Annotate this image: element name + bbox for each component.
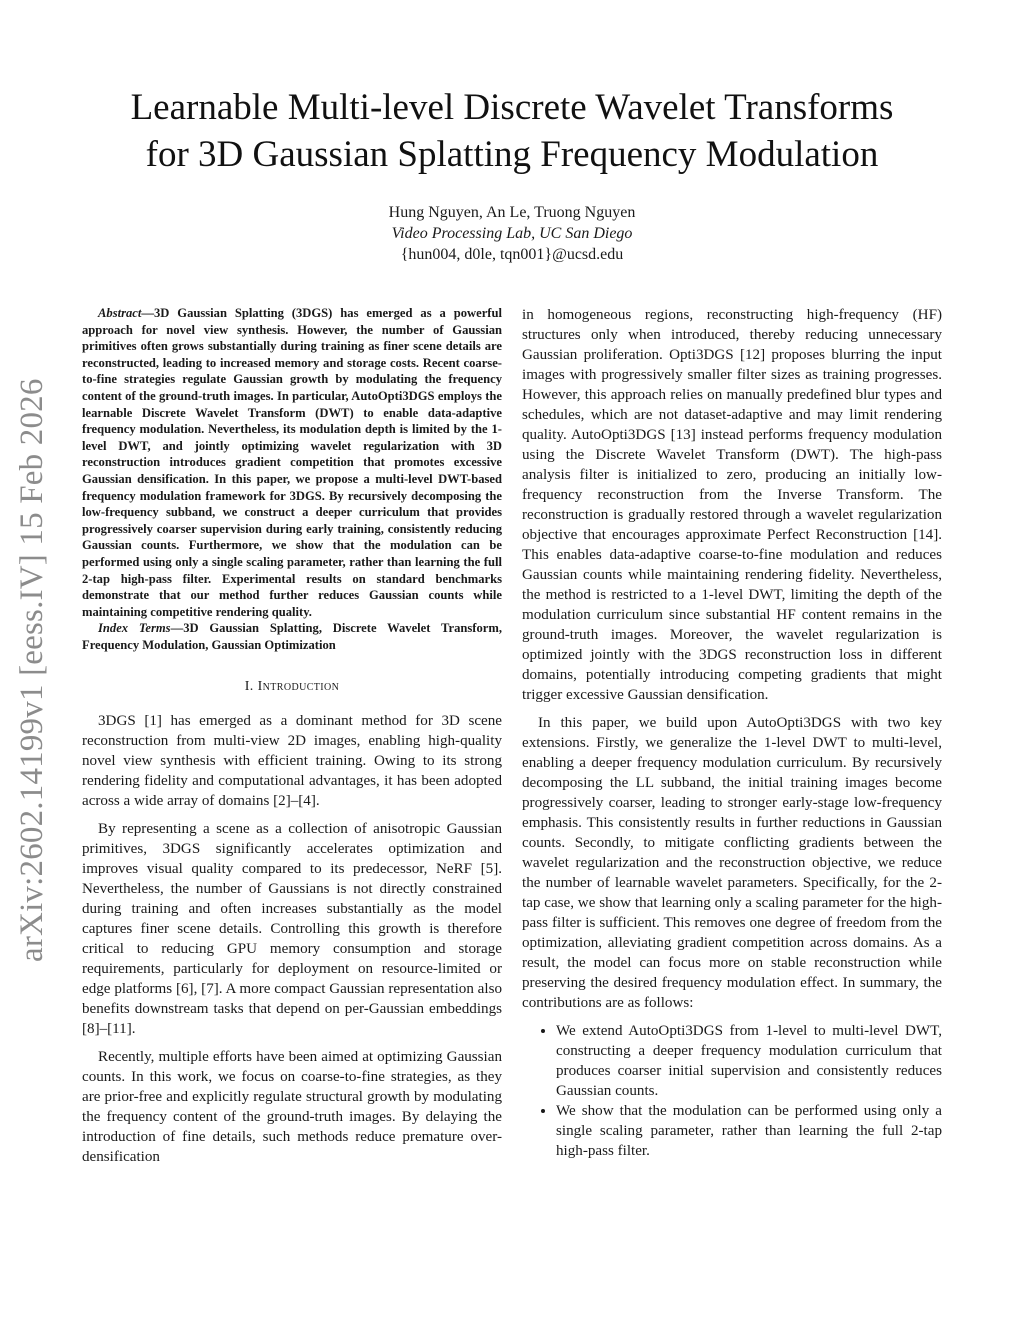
arxiv-side-stamp: arXiv:2602.14199v1 [eess.IV] 15 Feb 2026 [14,378,50,962]
index-terms-label: Index Terms [98,621,171,636]
index-terms-text: —3D Gaussian Splatting, Discrete Wavelet Transform, Frequency Modulation, Gaussian Optimization [82,621,502,652]
abstract-text: —3D Gaussian Splatting (3DGS) has emerged as a powerful approach for novel view synthesis. However, the number of Gaussian primitives often grows substantially during training as finer scene details are reconstructed, leading to increased memory and storage costs. Recent coarse-to-fine strategies regulate Gaussian growth by modulating the frequency content of the ground-truth images. In particular, AutoOpti3DGS employs the learnable Discrete Wavelet Transform (DWT) to enable data-adaptive frequency modulation. Nevertheless, its modulation depth is limited by the 1-level DWT, and jointly optimizing wavelet regularization with 3D reconstruction introduces gradient competition that promotes excessive Gaussian densification. In this paper, we propose a multi-level DWT-based frequency modulation framework for 3DGS. By recursively decomposing the low-frequency subband, we construct a deeper curriculum that provides progressively coarser supervision during early training, consistently reducing Gaussian counts. Furthermore, we show that the modulation can be performed using only a single scaling parameter, rather than learning the full 2-tap high-pass filter. Experimental results on standard benchmarks demonstrate that our method further reduces Gaussian counts while maintaining competitive rendering quality. [82,306,502,619]
author-affiliation: Video Processing Lab, UC San Diego [391,225,633,242]
list-item: • We extend AutoOpti3DGS from 1-level to multi-level DWT, constructing a deeper frequency modulation curriculum that produces coarser initial supervision and consistently reduces Gaussian counts. [556,1021,942,1101]
author-email: {hun004, d0le, tqn001}@ucsd.edu [400,246,624,263]
title-line-1: Learnable Multi-level Discrete Wavelet Transforms [130,87,894,128]
section-heading-introduction [82,677,502,697]
intro-paragraph-continuation: in homogeneous regions, reconstructing high-frequency (HF) structures only when introduced, thereby reducing unnecessary Gaussian proliferation. Opti3DGS [12] proposes blurring the input images with progressively smaller filter sizes as training progresses. However, this approach relies on manually predefined blur types and schedules, which are not dataset-adaptive and may limit rendering quality. AutoOpti3DGS [13] instead performs frequency modulation using the Discrete Wavelet Transform (DWT). The high-pass analysis filter is initialized to zero, producing an initially low-frequency reconstruction from the Inverse Transform. The reconstruction is gradually restored through a wavelet regularization objective that encourages approximate Perfect Reconstruction [14]. This enables data-adaptive coarse-to-fine modulation and reduces Gaussian counts while maintaining rendering fidelity. Nevertheless, the method is restricted to a 1-level DWT, limiting the depth of the modulation curriculum since substantial HF content remains in the ground-truth images. Moreover, the wavelet regularization is optimized jointly with the 3DGS reconstruction loss in different domains, potentially introducing competing gradients that might trigger excessive Gaussian densification. [522,307,942,703]
index-terms [82,620,502,653]
contribution-list [522,1021,942,1161]
title-line-2: for 3D Gaussian Splatting Frequency Modulation [145,134,879,175]
author-block [0,202,1024,265]
right-column [522,305,942,1161]
abstract-label: Abstract [98,306,142,320]
paper-title [0,84,1024,178]
intro-paragraph-4: In this paper, we build upon AutoOpti3DGS with two key extensions. Firstly, we generalize the 1-level DWT to multi-level, enabling a deeper frequency modulation curriculum. By recursively decomposing the LL subband, the initial training images become progressively coarser, leading to stronger early-stage low-frequency emphasis. This consistently results in further reductions in Gaussian counts. Secondly, to mitigate conflicting gradients between the wavelet regularization and the reconstruction objective, we reduce the number of learnable wavelet parameters. Specifically, for the 2-tap case, we show that learning only a scaling parameter for the high-pass filter is sufficient. This removes one degree of freedom from the optimization, alleviating gradient competition across domains. As a result, the model can focus more on stable reconstruction while preserving the desired frequency modulation effect. In summary, the contributions are as follows: [522,715,942,1011]
abstract [82,305,502,620]
list-item: • We show that the modulation can be performed using only a single scaling parameter, rather than learning the full 2-tap high-pass filter. [556,1101,942,1161]
author-names: Hung Nguyen, An Le, Truong Nguyen [388,204,636,221]
section-numeral: I. [244,679,258,695]
intro-paragraph-1: 3DGS [1] has emerged as a dominant method for 3D scene reconstruction from multi-view 2D images, enabling high-quality novel view synthesis with efficient training. Owing to its strong rendering fidelity and computational advantages, it has been adopted across a wide array of domains [2]–[4]. [82,713,502,810]
left-column [82,305,502,1175]
intro-paragraph-3: Recently, multiple efforts have been aimed at optimizing Gaussian counts. In this work, we focus on coarse-to-fine strategies, as they are prior-free and explicitly regulate structural growth by modulating the frequency content of the ground-truth images. By delaying the introduction of fine details, such methods reduce premature over-densification [82,1049,502,1166]
section-name: Introduction [257,679,340,695]
intro-paragraph-2: By representing a scene as a collection of anisotropic Gaussian primitives, 3DGS significantly accelerates optimization and improves visual quality compared to its predecessor, NeRF [5]. Nevertheless, the number of Gaussians is not directly constrained during training and often increases substantially as the model captures finer scene details. Controlling this growth is therefore critical to reducing GPU memory consumption and storage requirements, particularly for deployment on resource-limited or edge platforms [6], [7]. A more compact Gaussian representation also benefits downstream tasks that depend on per-Gaussian embeddings [8]–[11]. [82,821,502,1038]
